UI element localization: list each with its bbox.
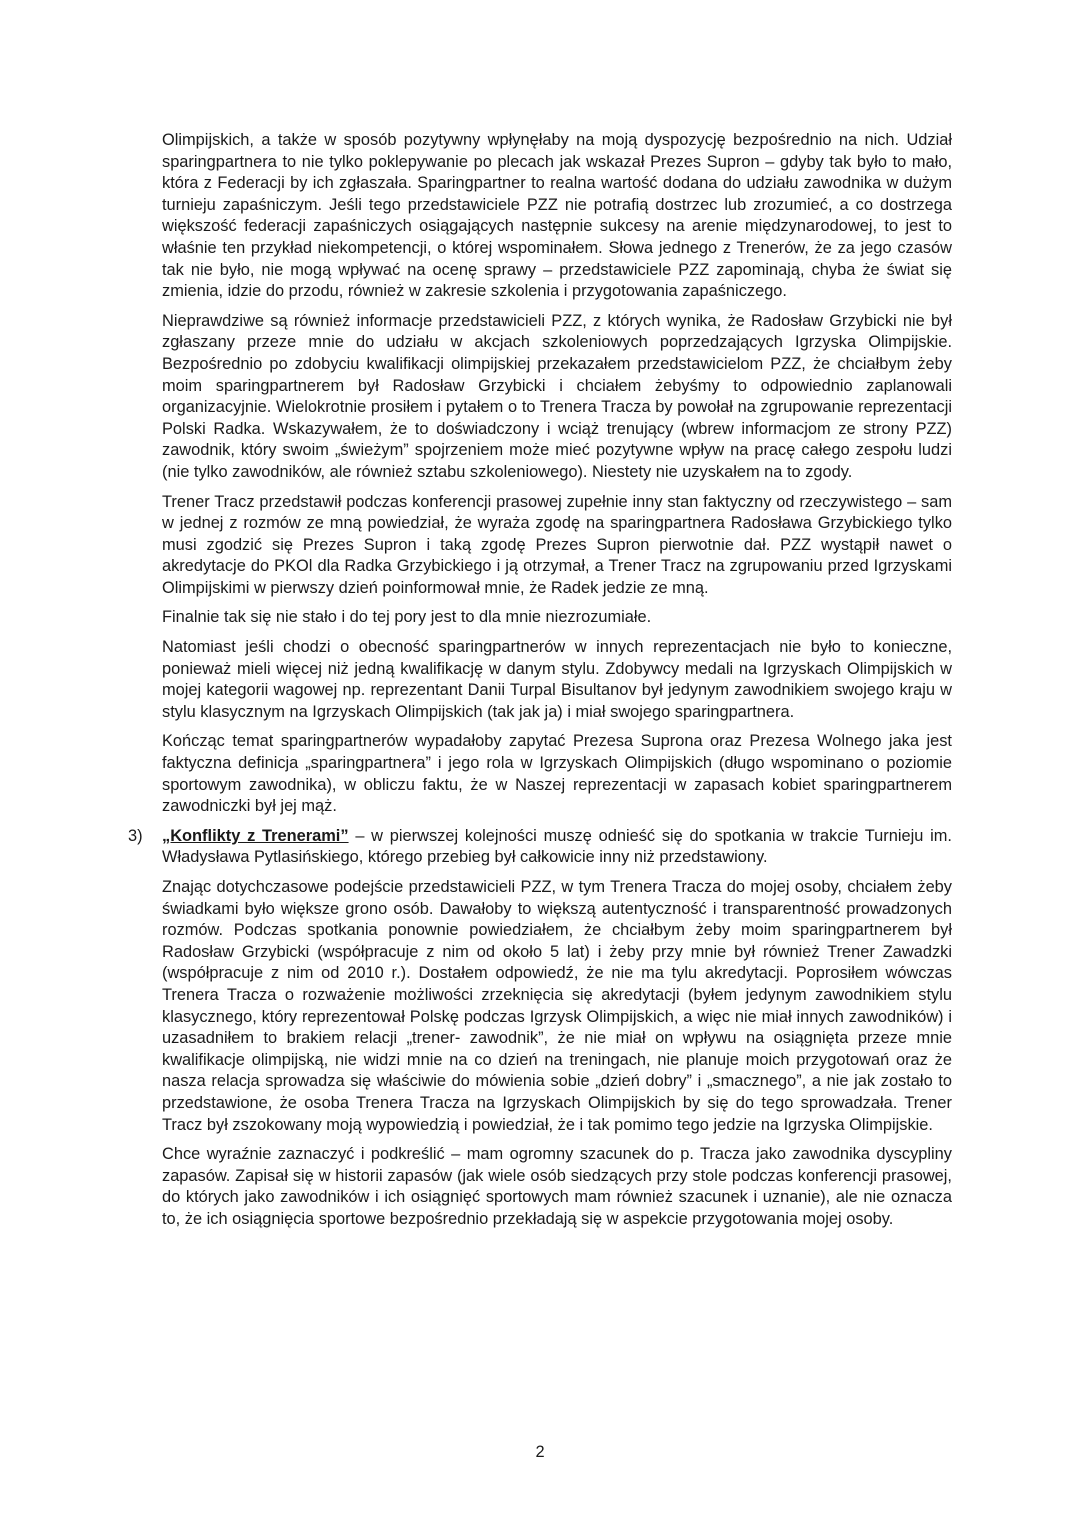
paragraph-finally: Finalnie tak się nie stało i do tej pory jest to dla mnie niezrozumiałe. bbox=[162, 608, 652, 627]
item-heading: „Konflikty z Trenerami” bbox=[162, 826, 349, 845]
item-number: 3) bbox=[128, 826, 143, 845]
paragraph-respect: Chce wyraźnie zaznaczyć i podkreślić – mam ogromny szacunek do p. Tracza jako zawodnika dyscypliny zapasów. Zapisał się w historii zapasów (jak wiele osób siedzących przy stole podczas konferencji prasowej, do których jako zawodników i ich osiągnięć sportowych mam również szacunek i uznanie), ale nie oznacza to, że ich osiągnięcia sportowe bezpośrednio przekładają się w aspekcie przygotowania mojej osoby. bbox=[162, 1145, 952, 1228]
paragraph-sparring-value: Olimpijskich, a także w sposób pozytywny wpłynęłaby na moją dyspozycję bezpośrednio na nich. Udział sparingpartnera to nie tylko poklepywanie po plecach jak wskazał Prezes Supron – gdyby tak było to mało, która z Federacji by ich zgłaszała. Sparingpartner to realna wartość dodana do udziału zawodnika w dużym turnieju zapaśniczym. Jeśli tego przedstawiciele PZZ nie potrafią dostrzec lub zrozumieć, a co dostrzega większość federacji zapaśniczych osiągających następnie sukcesy na arenie międzynarodowej, to jest to właśnie ten przykład niekompetencji, o której wspominałem. Słowa jednego z Trenerów, że za jego czasów tak nie było, nie mogą wpływać na ocenę sprawy – przedstawiciele PZZ zapominają, chyba że świat się zmienia, idzie do przodu, również w zakresie szkolenia i przygotowania zapaśniczego. bbox=[162, 131, 952, 301]
paragraph-meeting: Znając dotychczasowe podejście przedstawicieli PZZ, w tym Trenera Tracza do mojej osoby, chciałem żeby świadkami było większe grono osób. Dawałoby to większą autentyczność i transparentność prowadzonych rozmów. Podczas spotkania ponownie powiedziałem, że chciałbym żeby moim sparingpartnerem był Radosław Grzybicki (współpracuje z nim od około 5 lat) i żeby przy mnie był również Trener Zawadzki (współpracuje z nim od 2010 r.). Dostałem odpowiedź, że nie ma tylu akredytacji. Poprosiłem wówczas Trenera Tracza o rozważenie możliwości zrzeknięcia się akredytacji (byłem jedynym zawodnikiem stylu klasycznego, który reprezentował Polskę podczas Igrzysk Olimpijskich, a więc nie miał innych zawodników) i uzasadniłem to brakiem relacji „trener- zawodnik”, że nie miał on wpływu na osiągnięta przeze mnie kwalifikacje olimpijską, nie widzi mnie na co dzień na treningach, nie planuje moich przygotowań oraz że nasza relacja sprowadza się właściwie do mówienia sobie „dzień dobry” i „smacznego”, a nie jak zostało to przedstawione, że osoba Trenera Tracza na Igrzyskach Olimpijskich by się do tego sprowadzała. Trener Tracz był zszokowany moją wypowiedzią i powiedział, że i tak pomimo tego jedzie na Igrzyska Olimpijskie. bbox=[162, 878, 952, 1134]
item-text: – w pierwszej kolejności muszę odnieść się do spotkania w trakcie Turnieju im. Władysława Pytlasińskiego, którego przebieg był całkowicie inny niż przedstawiony. bbox=[162, 826, 952, 867]
paragraph-press-conference: Trener Tracz przedstawił podczas konferencji prasowej zupełnie inny stan faktyczny od rzeczywistego – sam w jednej z rozmów ze mną powiedział, że wyraża zgodę na sparingpartnera Radosława Grzybickiego tylko musi zgodzić się Prezes Supron i taką zgodę Prezes Supron pierwotnie dał. PZZ wystąpił nawet o akredytacje do PKOl dla Radka Grzybickiego i ją otrzymał, a Trener Tracz na zgrupowaniu przed Igrzyskami Olimpijskimi w pierwszy dzień poinformował mnie, że Radek jedzie ze mną. bbox=[162, 492, 952, 597]
page-body bbox=[128, 130, 952, 1239]
page-number: 2 bbox=[535, 1443, 545, 1461]
paragraph-grzybicki-not-reported: Nieprawdziwe są również informacje przedstawicieli PZZ, z których wynika, że Radosław Grzybicki nie był zgłaszany przeze mnie do udziału w akcjach szkoleniowych poprzedzających Igrzyska Olimpijskie. Bezpośrednio po zdobyciu kwalifikacji olimpijskiej przekazałem przedstawicielom PZZ, że chciałbym żeby moim sparingpartnerem był Radosław Grzybicki i chciałem żebyśmy to odpowiednio zaplanowali organizacyjnie. Wielokrotnie prosiłem i pytałem o to Trenera Tracza by powołał na zgrupowanie reprezentacji Polski Radka. Wskazywałem, że to doświadczony i wciąż trenujący (wbrew informacjom ze strony PZZ) zawodnik, który swoim „świeżym” spojrzeniem może mieć pozytywne wpływ na pracę całego zespołu ludzi (nie tylko zawodników, ale również sztabu szkoleniowego). Niestety nie uzyskałem na to zgody. bbox=[162, 311, 952, 481]
numbered-item-conflicts bbox=[128, 826, 952, 869]
paragraph-other-teams: Natomiast jeśli chodzi o obecność sparingpartnerów w innych reprezentacjach nie było to konieczne, ponieważ mieli więcej niż jedną kwalifikację w danym stylu. Zdobywcy medali na Igrzyskach Olimpijskich w mojej kategorii wagowej np. reprezentant Danii Turpal Bisultanov był jedynym zawodnikiem swojego kraju w stylu klasycznym na Igrzyskach Olimpijskich (tak jak ja) i miał swojego sparingpartnera. bbox=[162, 638, 952, 721]
paragraph-sparring-definition: Kończąc temat sparingpartnerów wypadałoby zapytać Prezesa Suprona oraz Prezesa Wolnego jaka jest faktyczna definicja „sparingpartnera” i jego rola w Igrzyskach Olimpijskich (długo wspominano o poziomie sportowym zawodnika), w obliczu faktu, że w Naszej reprezentacji w zapasach kobiet sparingpartnerem zawodniczki był jej mąż. bbox=[162, 732, 952, 816]
